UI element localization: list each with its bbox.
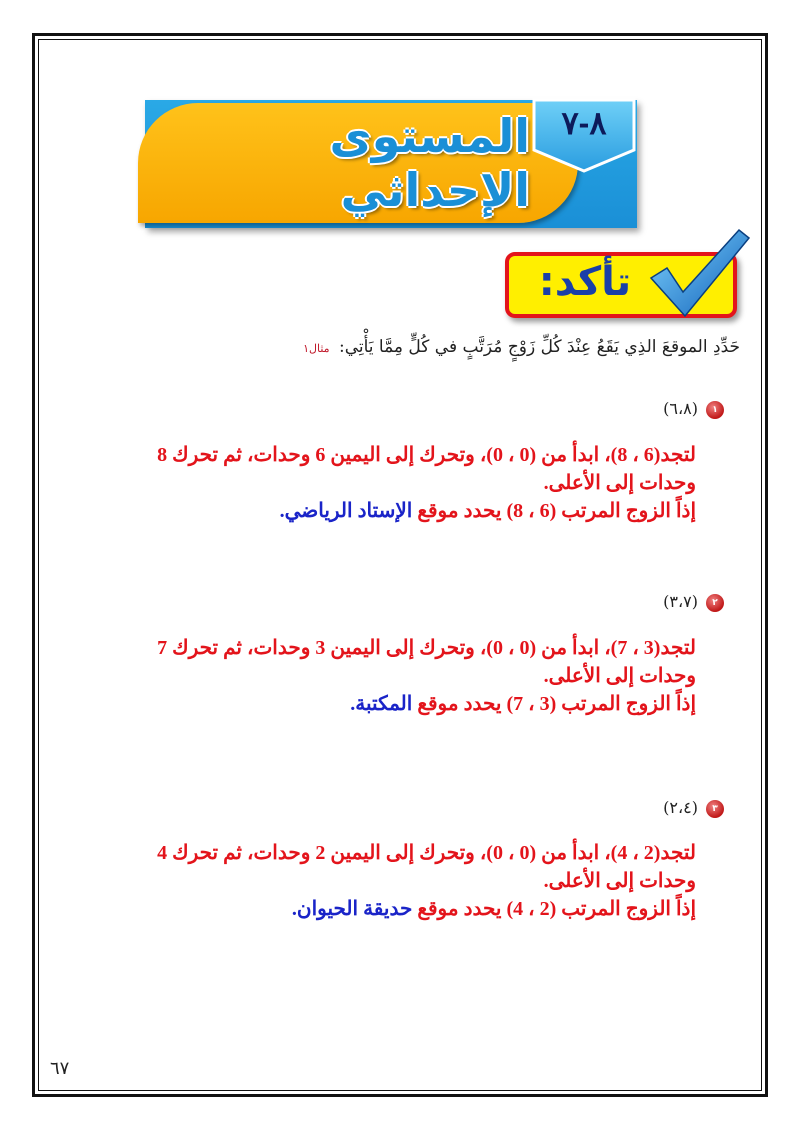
answer-2-conclusion-prefix: إذاً الزوج المرتب (3 ، 7) يحدد موقع <box>417 693 696 715</box>
answer-2-line-2: وحدات إلى الأعلى. <box>543 665 696 687</box>
answer-2-line-1: لتجد(3 ، 7)، ابدأ من (0 ، 0)، وتحرك إلى اليمين 3 وحدات، ثم تحرك 7 <box>157 637 696 659</box>
answer-3-line-2: وحدات إلى الأعلى. <box>543 870 696 892</box>
ordered-pair-2: (٣،٧) <box>663 592 698 611</box>
answer-1-line-1: لتجد(6 ، 8)، ابدأ من (0 ، 0)، وتحرك إلى اليمين 6 وحدات، ثم تحرك 8 <box>157 444 696 466</box>
answer-1-conclusion <box>116 497 696 525</box>
lesson-title: المستوى الإحداثي <box>329 109 530 217</box>
item-number-2: ٢ <box>706 594 724 612</box>
instruction-text: حَدِّدِ الموقعَ الذِي يَقَعُ عِنْدَ كُلِّ زَوْجٍ مُرَتَّبٍ في كُلٍّ مِمَّا يَأْتِي: <box>338 337 740 357</box>
answer-1-line-2: وحدات إلى الأعلى. <box>543 472 696 494</box>
page-number: ٦٧ <box>50 1058 70 1079</box>
lesson-number-badge <box>532 98 636 173</box>
answer-2-location: المكتبة. <box>350 693 413 715</box>
confirm-label: تأكد: <box>538 259 632 305</box>
answer-3 <box>116 839 696 923</box>
answer-1-location: الإستاد الرياضي. <box>279 500 413 522</box>
item-number-1: ١ <box>706 401 724 419</box>
lesson-number: ٨-٧ <box>561 105 607 141</box>
answer-1 <box>116 441 696 525</box>
answer-3-conclusion-prefix: إذاً الزوج المرتب (2 ، 4) يحدد موقع <box>417 898 696 920</box>
ordered-pair-1: (٦،٨) <box>663 399 698 418</box>
answer-3-conclusion <box>116 895 696 923</box>
answer-2 <box>116 634 696 718</box>
checkmark-icon <box>645 226 755 321</box>
instruction <box>40 337 740 357</box>
answer-3-line-1: لتجد(2 ، 4)، ابدأ من (0 ، 0)، وتحرك إلى اليمين 2 وحدات، ثم تحرك 4 <box>157 842 696 864</box>
item-number-3: ٣ <box>706 800 724 818</box>
ordered-pair-3: (٢،٤) <box>663 798 698 817</box>
answer-2-conclusion <box>116 690 696 718</box>
answer-3-location: حديقة الحيوان. <box>291 898 413 920</box>
answer-1-conclusion-prefix: إذاً الزوج المرتب (6 ، 8) يحدد موقع <box>417 500 696 522</box>
example-reference: مثال١ <box>303 342 330 355</box>
